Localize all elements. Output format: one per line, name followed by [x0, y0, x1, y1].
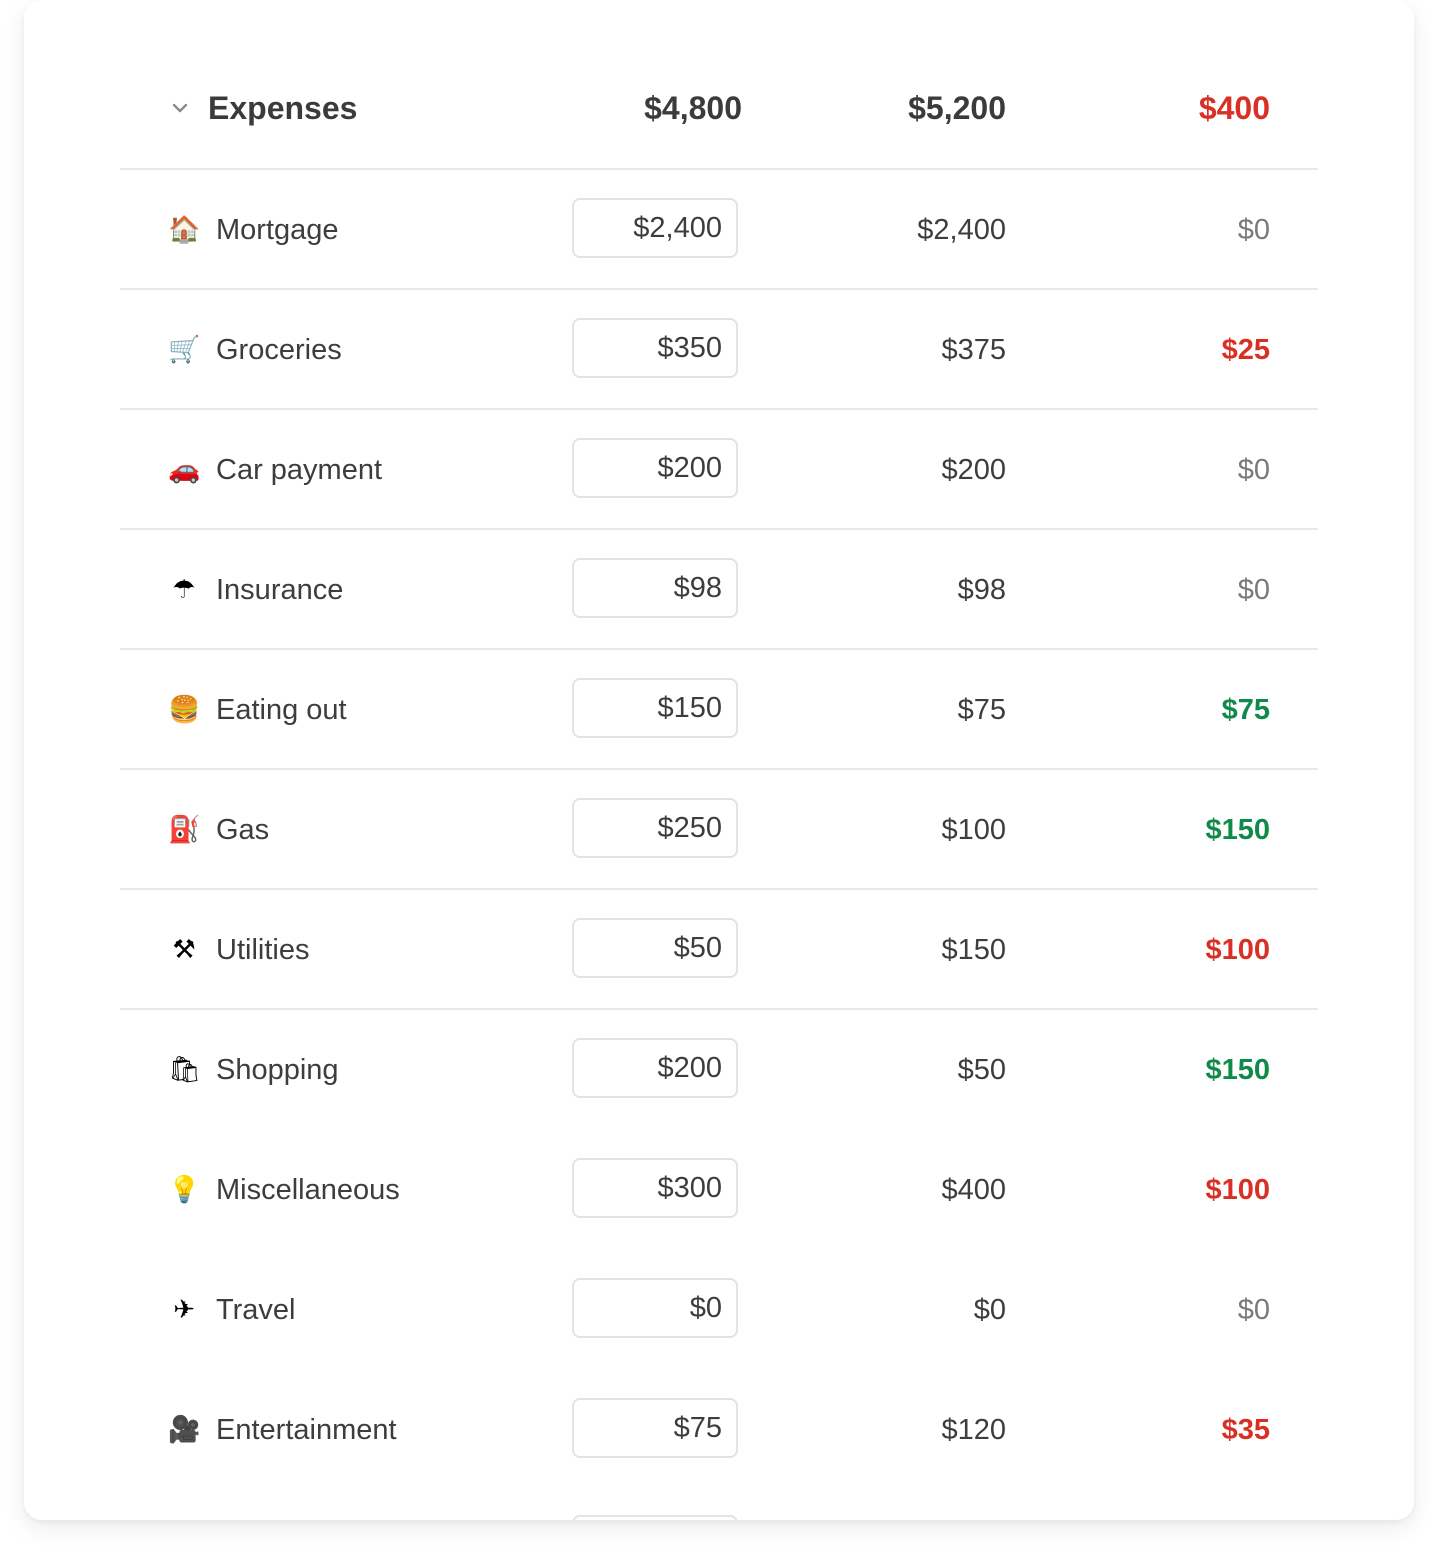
expense-label: Insurance [216, 574, 344, 606]
expense-row [120, 890, 1318, 1010]
expense-row [120, 1250, 1318, 1370]
expense-row [120, 1130, 1318, 1250]
chevron-down-icon[interactable] [170, 98, 190, 118]
difference-amount: $0 [1237, 574, 1270, 606]
difference-amount: $100 [1205, 1174, 1270, 1206]
planned-amount-input[interactable]: $200 [572, 1038, 738, 1098]
movie-camera-icon: 🎥 [168, 1415, 201, 1445]
expenses-table [120, 48, 1318, 1490]
difference-amount: $0 [1237, 454, 1270, 486]
expense-row [120, 410, 1318, 530]
planned-amount-input[interactable]: $75 [572, 1398, 738, 1458]
expense-label: Entertainment [216, 1414, 397, 1446]
expense-label: Eating out [216, 694, 347, 726]
planned-amount-input[interactable]: $350 [572, 318, 738, 378]
actual-amount: $0 [973, 1294, 1006, 1326]
expense-label: Miscellaneous [216, 1174, 400, 1206]
planned-amount-input[interactable]: $0 [572, 1278, 738, 1338]
expense-label: Car payment [216, 454, 383, 486]
planned-input-partial[interactable] [572, 1515, 738, 1520]
difference-amount: $75 [1221, 694, 1270, 726]
planned-amount-input[interactable]: $98 [572, 558, 738, 618]
actual-amount: $50 [957, 1054, 1006, 1086]
expenses-header-row[interactable] [120, 48, 1318, 170]
header-actual-total: $5,200 [908, 90, 1006, 126]
expense-row [120, 650, 1318, 770]
difference-amount: $100 [1205, 934, 1270, 966]
actual-amount: $150 [941, 934, 1006, 966]
actual-amount: $100 [941, 814, 1006, 846]
light-bulb-icon: 💡 [168, 1175, 201, 1205]
expense-label: Utilities [216, 934, 310, 966]
planned-amount-input[interactable]: $50 [572, 918, 738, 978]
actual-amount: $75 [957, 694, 1006, 726]
expense-label: Gas [216, 814, 270, 846]
difference-amount: $35 [1221, 1414, 1270, 1446]
planned-amount-input[interactable]: $300 [572, 1158, 738, 1218]
expense-row [120, 530, 1318, 650]
difference-amount: $150 [1205, 1054, 1270, 1086]
burger-icon: 🍔 [168, 695, 201, 725]
airplane-icon: ✈ [173, 1295, 195, 1325]
expense-row [120, 170, 1318, 290]
difference-amount: $25 [1221, 334, 1270, 366]
planned-amount-input[interactable]: $150 [572, 678, 738, 738]
planned-amount-input[interactable]: $2,400 [572, 198, 738, 258]
expense-row [120, 770, 1318, 890]
umbrella-icon: ☂ [172, 575, 196, 605]
car-icon: 🚗 [168, 455, 201, 485]
actual-amount: $120 [941, 1414, 1006, 1446]
tools-icon: ⚒ [172, 935, 196, 965]
expense-rows [120, 170, 1318, 1490]
section-title: Expenses [208, 90, 358, 126]
expense-label: Groceries [216, 334, 342, 366]
fuel-pump-icon: ⛽ [168, 815, 201, 845]
planned-amount-input[interactable]: $200 [572, 438, 738, 498]
difference-amount: $150 [1205, 814, 1270, 846]
expense-row [120, 1010, 1318, 1130]
header-difference-total: $400 [1198, 90, 1270, 126]
actual-amount: $400 [941, 1174, 1006, 1206]
expense-label: Shopping [216, 1054, 339, 1086]
actual-amount: $2,400 [917, 214, 1006, 246]
shopping-bags-icon: 🛍 [168, 1055, 202, 1085]
actual-amount: $200 [941, 454, 1006, 486]
expense-row [120, 290, 1318, 410]
difference-amount: $0 [1237, 1294, 1270, 1326]
planned-amount-input[interactable]: $250 [572, 798, 738, 858]
actual-amount: $98 [957, 574, 1006, 606]
expense-label: Travel [216, 1294, 296, 1326]
difference-amount: $0 [1237, 214, 1270, 246]
expense-label: Mortgage [216, 214, 339, 246]
shopping-cart-icon: 🛒 [168, 335, 201, 365]
house-icon: 🏠 [168, 215, 201, 245]
actual-amount: $375 [941, 334, 1006, 366]
header-planned-total: $4,800 [644, 90, 742, 126]
expenses-card [24, 0, 1414, 1520]
expense-row [120, 1370, 1318, 1490]
